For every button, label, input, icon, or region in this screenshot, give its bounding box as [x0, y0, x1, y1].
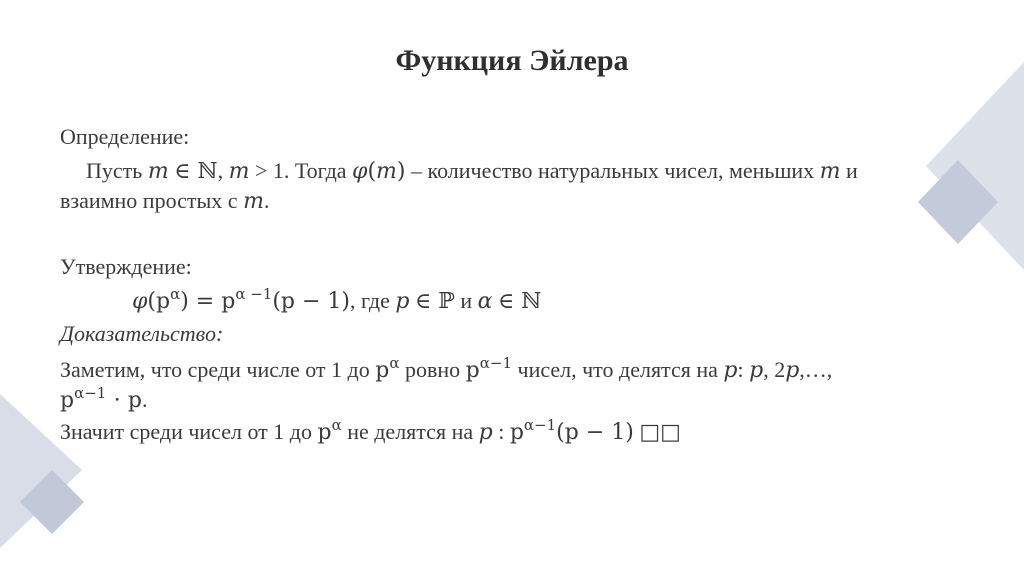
- proof-text-line-2: $p^{\alpha-1} \cdot p$.: [60, 384, 148, 413]
- statement-formula: $\varphi(p^\alpha) = p^{\alpha -1}(p - 1)$, где p ∈ ℙ и α ∈ ℕ: [132, 285, 542, 314]
- slide-title: Функция Эйлера: [395, 44, 629, 77]
- right-triangle-shape: [926, 62, 1024, 270]
- proof-label: Доказательство:: [60, 321, 224, 346]
- definition-label: Определение:: [60, 124, 190, 149]
- definition-text-line-2: взаимно простых с m.: [60, 188, 270, 214]
- definition-text-line-1: Пусть m ∈ ℕ, m > 1. Тогда φ(m) – количество натуральных чисел, меньших m и: [86, 158, 858, 184]
- proof-text-line-1: Заметим, что среди числе от 1 до $p^\alpha$ ровно $p^{\alpha-1}$ чисел, что делятся на p: p, 2p,…,: [60, 354, 833, 383]
- statement-label: Утверждение:: [60, 254, 192, 279]
- proof-text-line-3: Значит среди чисел от 1 до $p^\alpha$ не делятся на p : $p^{\alpha-1}(p - 1)$ □□: [60, 416, 681, 445]
